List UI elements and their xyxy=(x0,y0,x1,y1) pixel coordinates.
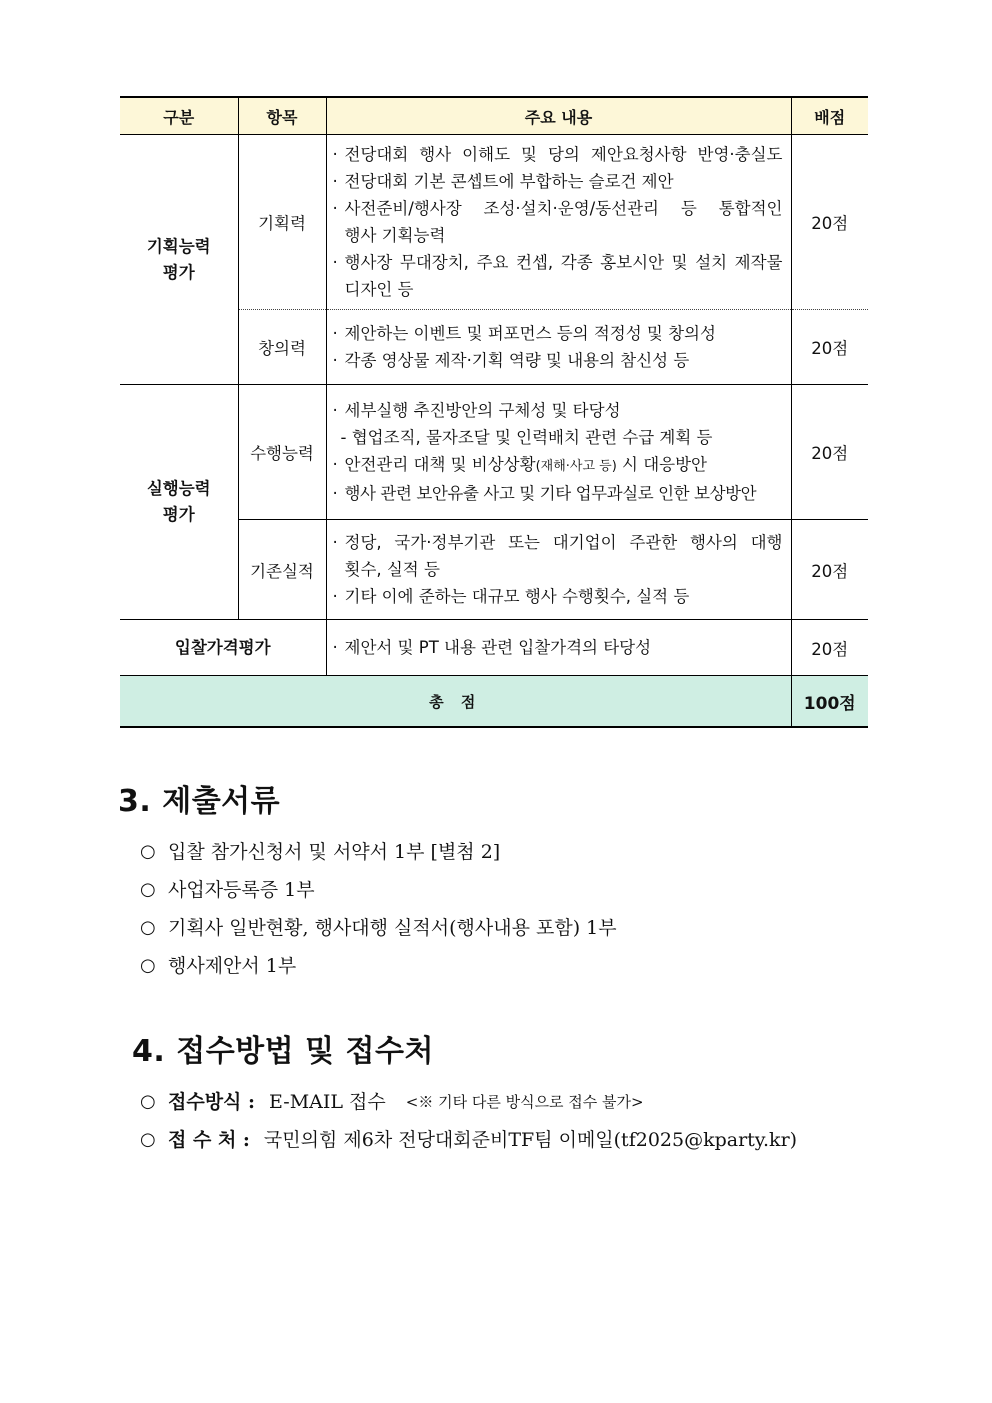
content-track-record xyxy=(326,520,791,620)
section4-list xyxy=(140,1083,797,1159)
bullet-line: · 안전관리 대책 및 비상상황(재해·사고 등) 시 대응방안 xyxy=(332,455,707,474)
place-label: 접 수 처 : xyxy=(168,1129,250,1151)
section3-title: 3. 제출서류 xyxy=(118,784,281,819)
category-execution xyxy=(120,385,238,620)
score-track-record: 20점 xyxy=(791,520,868,620)
circle-marker: ○ xyxy=(140,1091,156,1112)
category-planning-line1: 기획능력 xyxy=(146,236,211,256)
method-value: E-MAIL 접수 xyxy=(269,1091,386,1113)
circle-marker: ○ xyxy=(140,1129,156,1150)
score-creativity: 20점 xyxy=(791,310,868,385)
bullet-line: · 행사 관련 보안유출 사고 및 기타 업무과실로 인한 보상방안 xyxy=(332,484,757,503)
item-creativity: 창의력 xyxy=(238,310,326,385)
method-note: <※ 기타 다른 방식으로 접수 불가> xyxy=(405,1093,644,1111)
bullet-line: · 행사장 무대장치, 주요 컨셉, 각종 홍보시안 및 설치 제작물 디자인 등 xyxy=(332,253,783,299)
category-bid: 입찰가격평가 xyxy=(120,620,326,676)
total-score: 100점 xyxy=(791,676,868,728)
item-planning-ability: 기획력 xyxy=(238,135,326,310)
bullet-line: · 전당대회 행사 이해도 및 당의 제안요청사항 반영·충실도 xyxy=(332,145,783,164)
section3-list xyxy=(140,833,617,985)
score-performance: 20점 xyxy=(791,385,868,520)
score-planning-ability: 20점 xyxy=(791,135,868,310)
evaluation-table xyxy=(120,96,868,728)
list-item xyxy=(140,909,617,947)
bullet-line: · 제안하는 이벤트 및 퍼포먼스 등의 적정성 및 창의성 xyxy=(332,324,716,343)
list-item-text: 기획사 일반현황, 행사대행 실적서(행사내용 포함) 1부 xyxy=(168,917,617,939)
section4-title: 4. 접수방법 및 접수처 xyxy=(132,1034,434,1069)
item-performance: 수행능력 xyxy=(238,385,326,520)
category-execution-line1: 실행능력 xyxy=(146,479,211,498)
score-bid: 20점 xyxy=(791,620,868,676)
list-item-text: 입찰 참가신청서 및 서약서 1부 [별첨 2] xyxy=(168,841,501,863)
bullet-line: · 각종 영상물 제작·기획 역량 및 내용의 참신성 등 xyxy=(332,351,690,370)
table-row-planning-ability xyxy=(120,135,868,310)
bullet-line: · 기타 이에 준하는 대규모 행사 수행횟수, 실적 등 xyxy=(332,587,690,606)
method-label: 접수방식 : xyxy=(168,1091,256,1113)
list-item xyxy=(140,871,617,909)
content-creativity xyxy=(326,310,791,385)
content-planning-ability xyxy=(326,135,791,310)
bullet-line: · 사전준비/행사장 조성·설치·운영/동선관리 등 통합적인 행사 기획능력 xyxy=(332,199,783,245)
table-header-row xyxy=(120,97,868,135)
total-label: 총 점 xyxy=(120,676,791,728)
content-bid xyxy=(326,620,791,676)
bullet-line: · 세부실행 추진방안의 구체성 및 타당성 xyxy=(332,401,621,420)
list-item-text: 사업자등록증 1부 xyxy=(168,879,315,901)
header-category: 구분 xyxy=(120,97,238,135)
sub-line: - 협업조직, 물자조달 및 인력배치 관련 수급 계획 등 xyxy=(340,428,713,447)
bullet-line: · 제안서 및 PT 내용 관련 입찰가격의 타당성 xyxy=(332,638,652,657)
header-score: 배점 xyxy=(791,97,868,135)
category-execution-line2: 평가 xyxy=(162,505,195,524)
table-row-bid xyxy=(120,620,868,676)
list-item-method xyxy=(140,1083,797,1121)
list-item-text: 행사제안서 1부 xyxy=(168,955,297,977)
header-content: 주요 내용 xyxy=(326,97,791,135)
list-item-place xyxy=(140,1121,797,1159)
table-row-total xyxy=(120,676,868,728)
item-track-record: 기존실적 xyxy=(238,520,326,620)
circle-marker: ○ xyxy=(140,917,156,938)
circle-marker: ○ xyxy=(140,879,156,900)
circle-marker: ○ xyxy=(140,841,156,862)
list-item xyxy=(140,947,617,985)
place-value: 국민의힘 제6차 전당대회준비TF팀 이메일(tf2025@kparty.kr) xyxy=(263,1129,798,1151)
bullet-line: · 정당, 국가·정부기관 또는 대기업이 주관한 행사의 대행 횟수, 실적 등 xyxy=(332,533,783,579)
category-planning-line2: 평가 xyxy=(162,262,195,282)
content-performance xyxy=(326,385,791,520)
circle-marker: ○ xyxy=(140,955,156,976)
list-item xyxy=(140,833,617,871)
category-planning xyxy=(120,135,238,385)
table-row-performance xyxy=(120,385,868,520)
header-item: 항목 xyxy=(238,97,326,135)
bullet-line: · 전당대회 기본 콘셉트에 부합하는 슬로건 제안 xyxy=(332,172,674,191)
